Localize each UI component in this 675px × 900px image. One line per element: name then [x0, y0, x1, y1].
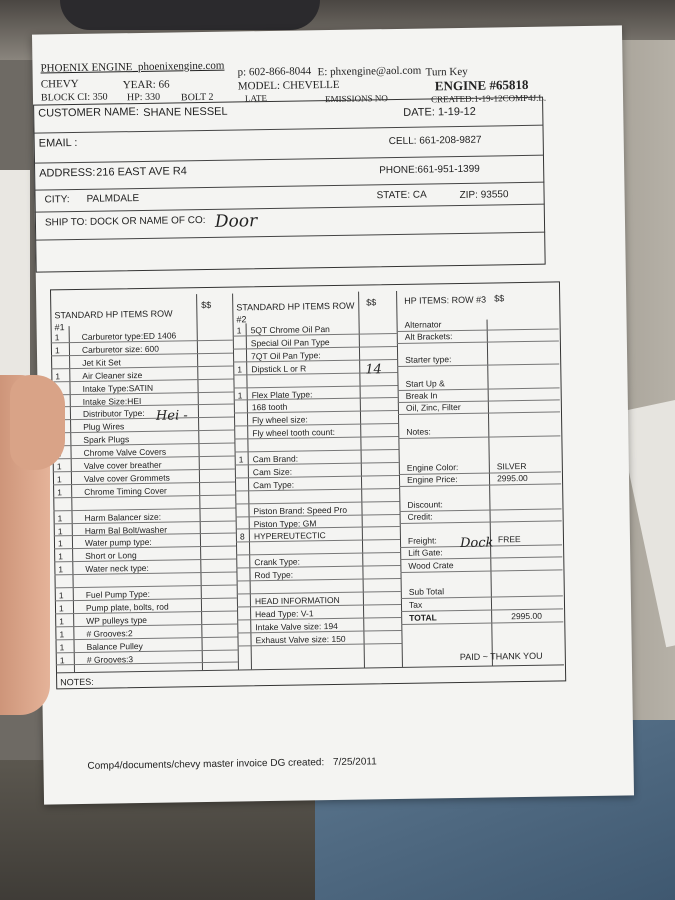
distributor-handwritten: Hei - [155, 408, 188, 424]
summary-label: Notes: [406, 426, 431, 437]
created-stamp: CREATED:1-19-12COMP4J.L. [430, 92, 547, 105]
address-value: 216 EAST AVE R4 [96, 165, 187, 179]
item-quantity: 1 [237, 364, 243, 375]
cell-phone: CELL: 661-208-9827 [388, 134, 482, 148]
item-label: Carburetor type:ED 1406 [81, 330, 177, 342]
item-quantity: 1 [59, 641, 65, 652]
company-website[interactable]: phoenixengine.com [137, 59, 225, 74]
item-label: # Grooves:3 [86, 653, 134, 665]
turn-key-label: Turn Key [425, 65, 468, 79]
item-label: Air Cleaner size [82, 369, 143, 381]
row3-header: HP ITEMS: ROW #3 [404, 294, 487, 306]
summary-value: FREE [497, 534, 521, 545]
item-label: Cam Type: [253, 479, 295, 491]
item-label: Pump plate, bolts, rod [85, 601, 169, 613]
item-label: Chrome Timing Cover [84, 485, 167, 497]
cost-header: $$ [366, 297, 377, 308]
vehicle-make: CHEVY [40, 77, 79, 91]
item-label: Head Type: V-1 [255, 608, 314, 620]
item-quantity: 1 [59, 654, 65, 665]
item-label: Piston Type: GM [253, 517, 317, 529]
customer-name-value: SHANE NESSEL [143, 105, 228, 119]
horsepower: HP: 330 [126, 91, 161, 104]
summary-value: 2995.00 [511, 610, 542, 622]
summary-label: Start Up & [405, 378, 445, 389]
summary-label: Freight: [407, 535, 437, 546]
item-label: Distributor Type: [82, 408, 145, 420]
item-label: 168 tooth [251, 402, 288, 413]
item-label: Valve cover breather [83, 459, 162, 471]
item-label: 7QT Oil Pan Type: [250, 349, 321, 362]
item-label: Rod Type: [254, 569, 294, 581]
summary-label: Tax [408, 599, 423, 610]
cost-header: $$ [201, 299, 212, 311]
ship-to-label: SHIP TO: DOCK OR NAME OF CO: [44, 214, 206, 229]
item-quantity: 1 [58, 603, 64, 614]
state-value: STATE: CA [376, 189, 427, 202]
block-ci: BLOCK CI: 350 [40, 91, 108, 104]
item-label: Intake Size:HEI [82, 395, 142, 407]
footer-line [87, 756, 376, 772]
item-label: Fly wheel size: [251, 414, 308, 426]
summary-label: Starter type: [405, 354, 452, 365]
background-fabric [60, 0, 320, 30]
customer-name-label: CUSTOMER NAME: [38, 106, 139, 120]
summary-label: Discount: [407, 499, 443, 510]
item-quantity: 1 [236, 325, 242, 336]
item-label: Intake Valve size: 194 [255, 620, 338, 632]
item-label: Carburetor size: 600 [81, 343, 160, 355]
company-email[interactable]: E: phxengine@aol.com [317, 64, 422, 79]
freight-handwritten: Dock [459, 535, 494, 552]
summary-label: Lift Gate: [408, 547, 443, 558]
item-quantity: 1 [57, 512, 63, 523]
item-quantity: 1 [55, 370, 61, 382]
summary-label: Alt Brackets: [404, 331, 453, 342]
item-label: Cam Size: [252, 466, 293, 478]
item-quantity: 1 [54, 345, 60, 356]
summary-value: 2995.00 [496, 472, 528, 484]
summary-label: Sub Total [408, 586, 445, 597]
item-label: Special Oil Pan Type [250, 336, 330, 349]
footer-date: 7/25/2011 [332, 756, 377, 769]
summary-label: Break In [405, 390, 438, 401]
item-quantity: 1 [238, 454, 244, 465]
item-quantity: 1 [54, 332, 60, 343]
item-label: Short or Long [85, 550, 137, 562]
cost-header: $$ [494, 293, 505, 304]
item-label: WP pulleys type [86, 614, 148, 626]
company-phone: p: 602-866-8044 [237, 65, 312, 79]
item-label: HYPEREUTECTIC [253, 530, 326, 542]
home-phone: PHONE:661-951-1399 [379, 163, 480, 177]
dipstick-handwritten: 14 [365, 362, 382, 378]
item-quantity: 1 [58, 564, 64, 575]
item-quantity: 8 [239, 531, 245, 542]
zip-value: ZIP: 93550 [459, 189, 509, 201]
row1-header: STANDARD HP ITEMS ROW #1 [54, 308, 173, 333]
late-label: LATE [244, 92, 268, 104]
item-quantity: 1 [57, 487, 62, 498]
vehicle-year: YEAR: 66 [122, 78, 170, 92]
item-quantity: 1 [237, 389, 243, 400]
item-label: Jet Kit Set [82, 357, 121, 368]
address-label: ADDRESS: [39, 166, 96, 180]
engine-number: ENGINE #65818 [434, 76, 529, 94]
email-label: EMAIL : [38, 136, 78, 150]
item-label: Harm Balancer size: [84, 511, 162, 523]
item-quantity: 1 [57, 538, 63, 549]
city-value: PALMDALE [86, 193, 140, 205]
item-label: # Grooves:2 [86, 627, 133, 639]
summary-value: SILVER [496, 460, 527, 472]
city-label: CITY: [44, 194, 70, 206]
emissions-label: EMISSIONS NO [324, 93, 388, 105]
item-quantity: 1 [57, 525, 63, 536]
summary-label: Credit: [407, 511, 433, 522]
company-name: PHOENIX ENGINE [40, 61, 133, 75]
item-label: Piston Brand: Speed Pro [253, 504, 348, 516]
item-label: Valve cover Grommets [83, 472, 170, 484]
footer-path: Comp4/documents/chevy master invoice DG created: [87, 757, 325, 772]
item-label: Cam Brand: [252, 453, 299, 465]
item-quantity: 1 [59, 628, 65, 640]
invoice-date: DATE: 1-19-12 [403, 105, 476, 119]
ship-to-handwritten: Door [214, 211, 258, 232]
invoice-sheet [32, 25, 634, 804]
summary-label: TOTAL [409, 612, 437, 623]
notes-label: NOTES: [60, 676, 94, 688]
item-label: Flex Plate Type: [251, 388, 313, 400]
item-quantity: 1 [59, 616, 65, 627]
bolt-count: BOLT 2 [180, 91, 214, 104]
item-label: Spark Plugs [83, 434, 130, 446]
item-quantity: 1 [58, 590, 64, 601]
item-label: Balance Pulley [86, 640, 143, 652]
paid-thank-you: PAID ~ THANK YOU [459, 650, 543, 663]
item-label: Dipstick L or R [251, 363, 307, 374]
row2-header: STANDARD HP ITEMS ROW #2 [236, 300, 355, 325]
vehicle-model: MODEL: CHEVELLE [237, 78, 340, 93]
item-quantity: 1 [56, 461, 62, 472]
item-label: HEAD INFORMATION [254, 594, 340, 607]
item-label: Plug Wires [83, 421, 125, 433]
summary-label: Engine Color: [406, 462, 459, 473]
item-label: Water neck type: [85, 563, 149, 575]
summary-label: Oil, Zinc, Filter [405, 401, 461, 413]
item-label: Fuel Pump Type: [85, 588, 150, 600]
item-quantity: 1 [58, 551, 64, 562]
item-label: Chrome Valve Covers [83, 446, 167, 459]
summary-label: Wood Crate [408, 560, 454, 571]
company-line: PHOENIX ENGINE_phoenixengine.com [40, 59, 225, 75]
item-label: Fly wheel tooth count: [252, 427, 336, 439]
item-label: Water pump type: [84, 537, 152, 549]
item-label: Intake Type:SATIN [82, 382, 154, 394]
item-label: Crank Type: [254, 556, 301, 568]
item-label: Exhaust Valve size: 150 [255, 633, 346, 645]
thumb [10, 375, 65, 470]
item-label: Harm Bal Bolt/washer [84, 524, 168, 536]
item-quantity: 1 [56, 474, 62, 485]
summary-label: Alternator [404, 319, 442, 330]
summary-label: Engine Price: [406, 474, 458, 485]
item-label: 5QT Chrome Oil Pan [250, 324, 330, 336]
